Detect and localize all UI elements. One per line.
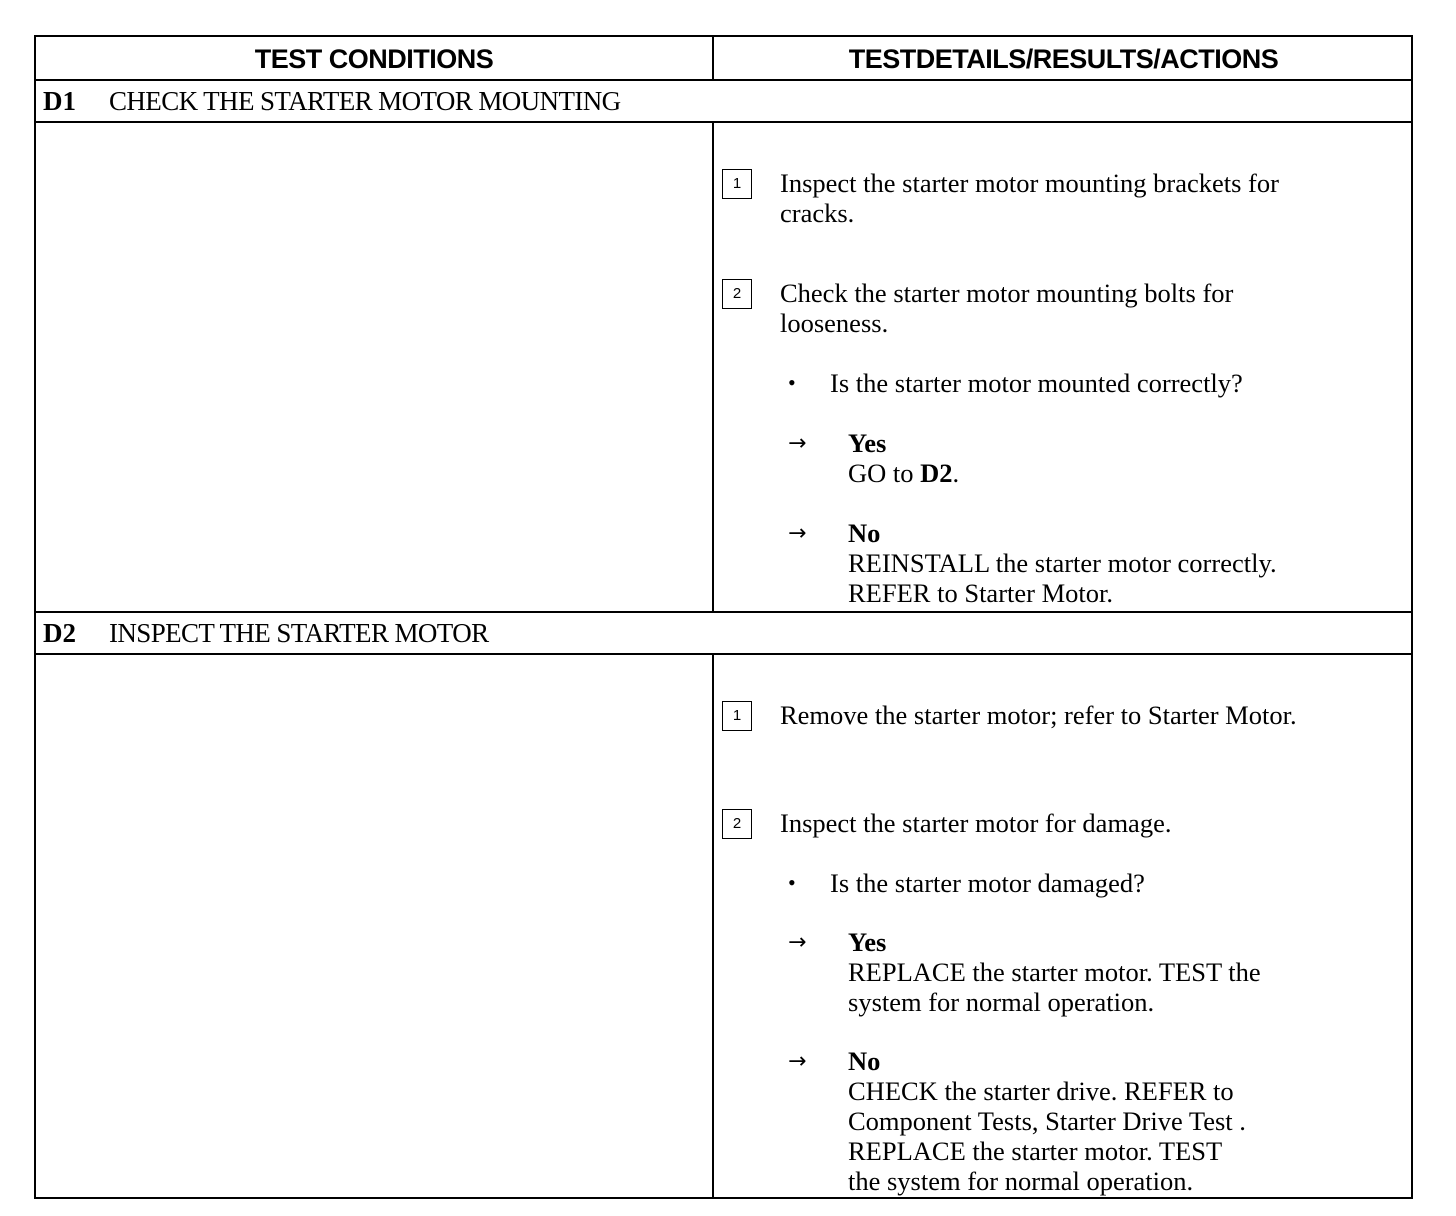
question-text: Is the starter motor damaged? [830, 868, 1145, 898]
header-test-conditions: TEST CONDITIONS [254, 44, 494, 74]
arrow-right-icon: → [788, 930, 807, 955]
table-header [36, 37, 1411, 81]
column-divider [712, 655, 714, 1199]
section-title: CHECK THE STARTER MOTOR MOUNTING [109, 86, 621, 116]
section-id: D1 [43, 86, 76, 116]
step-text: Remove the starter motor; refer to Starter Motor. [780, 700, 1297, 730]
bullet-icon: • [788, 870, 796, 895]
step-text: Inspect the starter motor for damage. [780, 808, 1172, 838]
question-text: Is the starter motor mounted correctly? [830, 368, 1243, 398]
step-text: Inspect the starter motor mounting brackets for cracks. [780, 168, 1279, 228]
header-test-details: TESTDETAILS/RESULTS/ACTIONS [848, 44, 1279, 74]
column-divider [712, 37, 714, 81]
yes-result: Yes REPLACE the starter motor. TEST the system for normal operation. [848, 927, 1261, 1017]
step-number-box: 2 [722, 809, 752, 839]
section-d2-header [36, 613, 1411, 655]
bullet-icon: • [788, 370, 796, 395]
section-d1-header [36, 81, 1411, 123]
arrow-right-icon: → [788, 431, 807, 456]
step-number-box: 2 [722, 279, 752, 309]
diagnostic-table [34, 35, 1413, 1199]
arrow-right-icon: → [788, 1049, 807, 1074]
no-result: No CHECK the starter drive. REFER to Component Tests, Starter Drive Test . REPLACE the starter motor. TEST the system for normal operation. [848, 1046, 1246, 1196]
arrow-right-icon: → [788, 521, 807, 546]
step-number-box: 1 [722, 169, 752, 199]
section-title: INSPECT THE STARTER MOTOR [109, 618, 489, 648]
no-result: No REINSTALL the starter motor correctly. REFER to Starter Motor. [848, 518, 1277, 608]
step-number-box: 1 [722, 701, 752, 731]
step-text: Check the starter motor mounting bolts for looseness. [780, 278, 1234, 338]
yes-result: Yes GO to D2. [848, 428, 960, 488]
column-divider [712, 123, 714, 613]
section-id: D2 [43, 618, 76, 648]
